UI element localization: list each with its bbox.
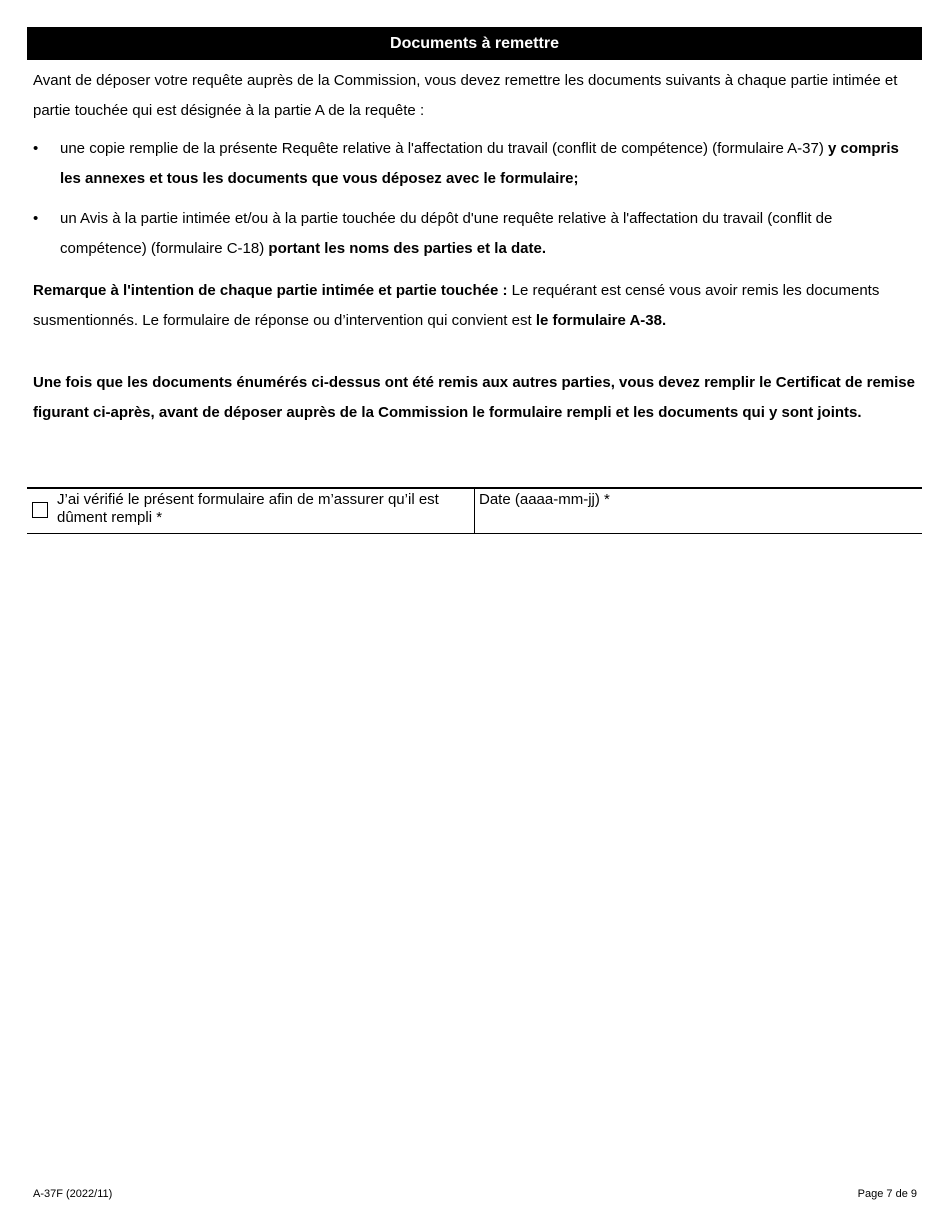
page-number: Page 7 de 9: [857, 1188, 917, 1200]
form-id: A-37F (2022/11): [33, 1188, 113, 1200]
remark-label: Remarque à l'intention de chaque partie intimée et partie touchée :: [33, 282, 508, 299]
list-item-bold: portant les noms des parties et la date.: [268, 239, 546, 257]
instruction-paragraph: Une fois que les documents énumérés ci-dessus ont été remis aux autres parties, vous devez remplir le Certificat de remise figurant ci-après, avant de déposer auprès de la Commission le formulaire rempli et les documents qui y sont joints.: [33, 374, 915, 421]
remark-form-ref: le formulaire A-38.: [535, 311, 667, 329]
verified-checkbox[interactable]: [32, 502, 48, 518]
remark-paragraph: [33, 276, 918, 335]
list-item: [33, 134, 918, 193]
list-item: [33, 204, 918, 263]
section-header: Documents à remettre: [27, 27, 922, 60]
intro-paragraph: Avant de déposer votre requête auprès de la Commission, vous devez remettre les documents suivants à chaque partie intimée et partie touchée qui est désignée à la partie A de la requête :: [33, 72, 898, 119]
remark-text: Le requérant est censé vous avoir remis les documents susmentionnés. Le formulaire de réponse ou d’intervention qui convient est: [33, 282, 880, 329]
date-label: Date (aaaa-mm-jj) *: [479, 491, 610, 508]
date-field[interactable]: [475, 489, 922, 533]
verification-table: [27, 487, 922, 534]
verification-cell: [27, 489, 475, 533]
bullet-icon: •: [33, 210, 39, 227]
bullet-icon: •: [33, 140, 39, 157]
list-item-text: une copie remplie de la présente Requête relative à l'affectation du travail (conflit de compétence) (formulaire A-37): [60, 140, 829, 157]
list-item-text: un Avis à la partie intimée et/ou à la partie touchée du dépôt d'une requête relative à l'affectation du travail (conflit de compétence) (formulaire C-18): [60, 210, 833, 257]
list-item-bold: y compris les annexes et tous les documents que vous déposez avec le formulaire;: [60, 140, 899, 187]
checkbox-label: J’ai vérifié le présent formulaire afin de m’assurer qu’il est dûment rempli *: [57, 491, 439, 526]
